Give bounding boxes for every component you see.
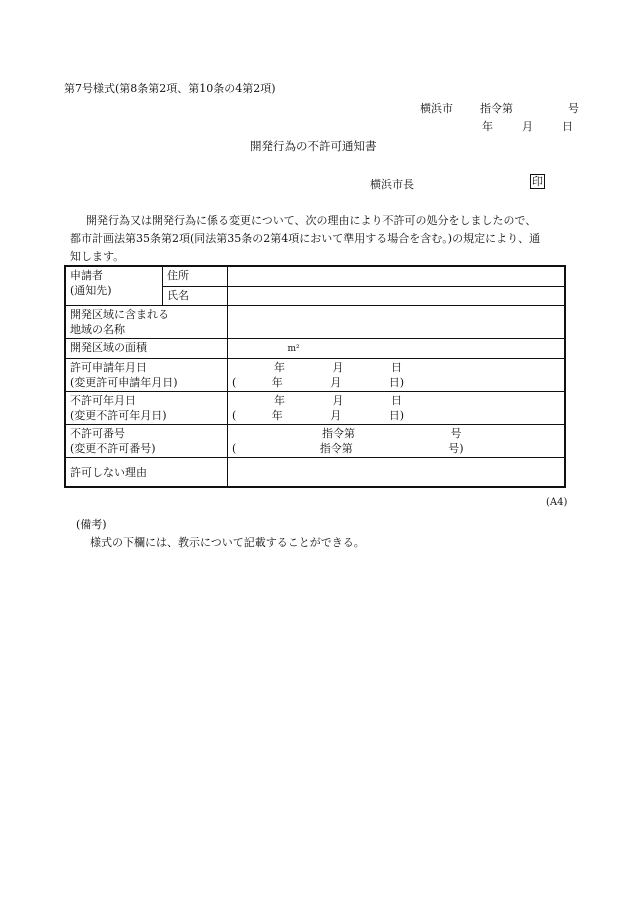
denial-number-sublabel: (変更不許可番号) xyxy=(70,442,156,455)
ref-suffix: 号 xyxy=(568,102,579,115)
day-label: 日 xyxy=(562,120,573,133)
body-paragraph xyxy=(70,212,570,266)
table-row xyxy=(65,392,565,425)
name-label: 氏名 xyxy=(167,288,189,302)
day-label-close: 日) xyxy=(388,376,405,389)
table-row xyxy=(65,266,565,286)
denial-number-label: 不許可番号 xyxy=(70,427,125,440)
name-value-cell xyxy=(228,286,566,306)
reference-number xyxy=(420,100,579,116)
year-label: 年 xyxy=(274,394,285,407)
ref-prefix: 指令第 xyxy=(319,442,353,455)
sender-name: 横浜市長 xyxy=(370,178,414,191)
denial-number-label-cell xyxy=(65,425,228,458)
area-size-label-cell xyxy=(65,339,228,359)
denial-number-value-cell xyxy=(228,425,566,458)
apply-date-value-cell xyxy=(228,359,566,392)
paren-open: ( xyxy=(232,442,237,455)
table-row xyxy=(65,306,565,339)
form-number: 第7号様式(第8条第2項、第10条の4第2項) xyxy=(64,82,276,95)
name-label-cell xyxy=(163,286,228,306)
month-label: 月 xyxy=(330,409,342,422)
seal-mark: 印 xyxy=(532,175,543,188)
address-label: 住所 xyxy=(167,269,189,282)
paren-open: ( xyxy=(232,376,237,389)
ref-prefix: 指令第 xyxy=(322,427,355,440)
remarks-heading: (備考) xyxy=(76,518,107,531)
denial-date-sublabel: (変更不許可年月日) xyxy=(70,409,167,422)
year-label: 年 xyxy=(271,376,283,389)
denial-date-value-cell xyxy=(228,392,566,425)
table-row xyxy=(65,339,565,359)
notice-table xyxy=(64,265,566,488)
ref-prefix: 指令第 xyxy=(480,102,513,115)
area-unit: m² xyxy=(287,344,300,354)
table-row xyxy=(65,425,565,458)
year-label: 年 xyxy=(271,409,283,422)
area-name-value-cell xyxy=(228,306,566,339)
applicant-label-cell xyxy=(65,266,163,306)
month-label: 月 xyxy=(332,394,344,407)
issue-date xyxy=(482,118,573,134)
city-name: 横浜市 xyxy=(420,102,453,115)
applicant-label: 申請者 xyxy=(70,269,103,282)
day-label-close: 日) xyxy=(388,409,405,422)
page-title: 開発行為の不許可通知書 xyxy=(250,139,377,153)
year-label: 年 xyxy=(482,120,493,133)
body-line: 開発行為又は開発行為に係る変更について、次の理由により不許可の処分をしましたので、 xyxy=(86,214,537,227)
area-size-label: 開発区域の面積 xyxy=(70,341,147,354)
ref-suffix: 号 xyxy=(450,427,462,440)
reason-label-cell xyxy=(65,458,228,488)
month-label: 月 xyxy=(330,376,342,389)
table-row xyxy=(65,359,565,392)
area-size-value-cell xyxy=(228,339,566,359)
month-label: 月 xyxy=(332,361,344,374)
table-row xyxy=(65,458,565,488)
ref-suffix-close: 号) xyxy=(448,442,464,455)
denial-date-label-cell xyxy=(65,392,228,425)
year-label: 年 xyxy=(274,361,285,374)
remarks-text: 様式の下欄には、教示について記載することができる。 xyxy=(90,536,365,549)
area-name-label: 開発区域に含まれる xyxy=(70,308,169,321)
day-label: 日 xyxy=(391,361,402,374)
area-name-label-cell xyxy=(65,306,228,339)
address-value-cell xyxy=(228,266,566,286)
day-label: 日 xyxy=(391,394,402,407)
paren-open: ( xyxy=(232,409,237,422)
body-line: 都市計画法第35条第2項(同法第35条の2第4項において準用する場合を含む。)の規定により、通 xyxy=(70,232,541,245)
denial-date-label: 不許可年月日 xyxy=(70,394,136,407)
apply-date-label: 許可申請年月日 xyxy=(70,361,147,374)
address-label-cell xyxy=(163,266,228,286)
reason-value-cell xyxy=(228,458,566,488)
applicant-sublabel: (通知先) xyxy=(70,284,112,297)
area-name-sublabel: 地域の名称 xyxy=(70,323,125,336)
paper-size-label: (A4) xyxy=(546,497,568,508)
body-line: 知します。 xyxy=(70,250,125,263)
month-label: 月 xyxy=(522,120,533,133)
apply-date-sublabel: (変更許可申請年月日) xyxy=(70,376,178,389)
reason-label: 許可しない理由 xyxy=(70,465,147,479)
apply-date-label-cell xyxy=(65,359,228,392)
